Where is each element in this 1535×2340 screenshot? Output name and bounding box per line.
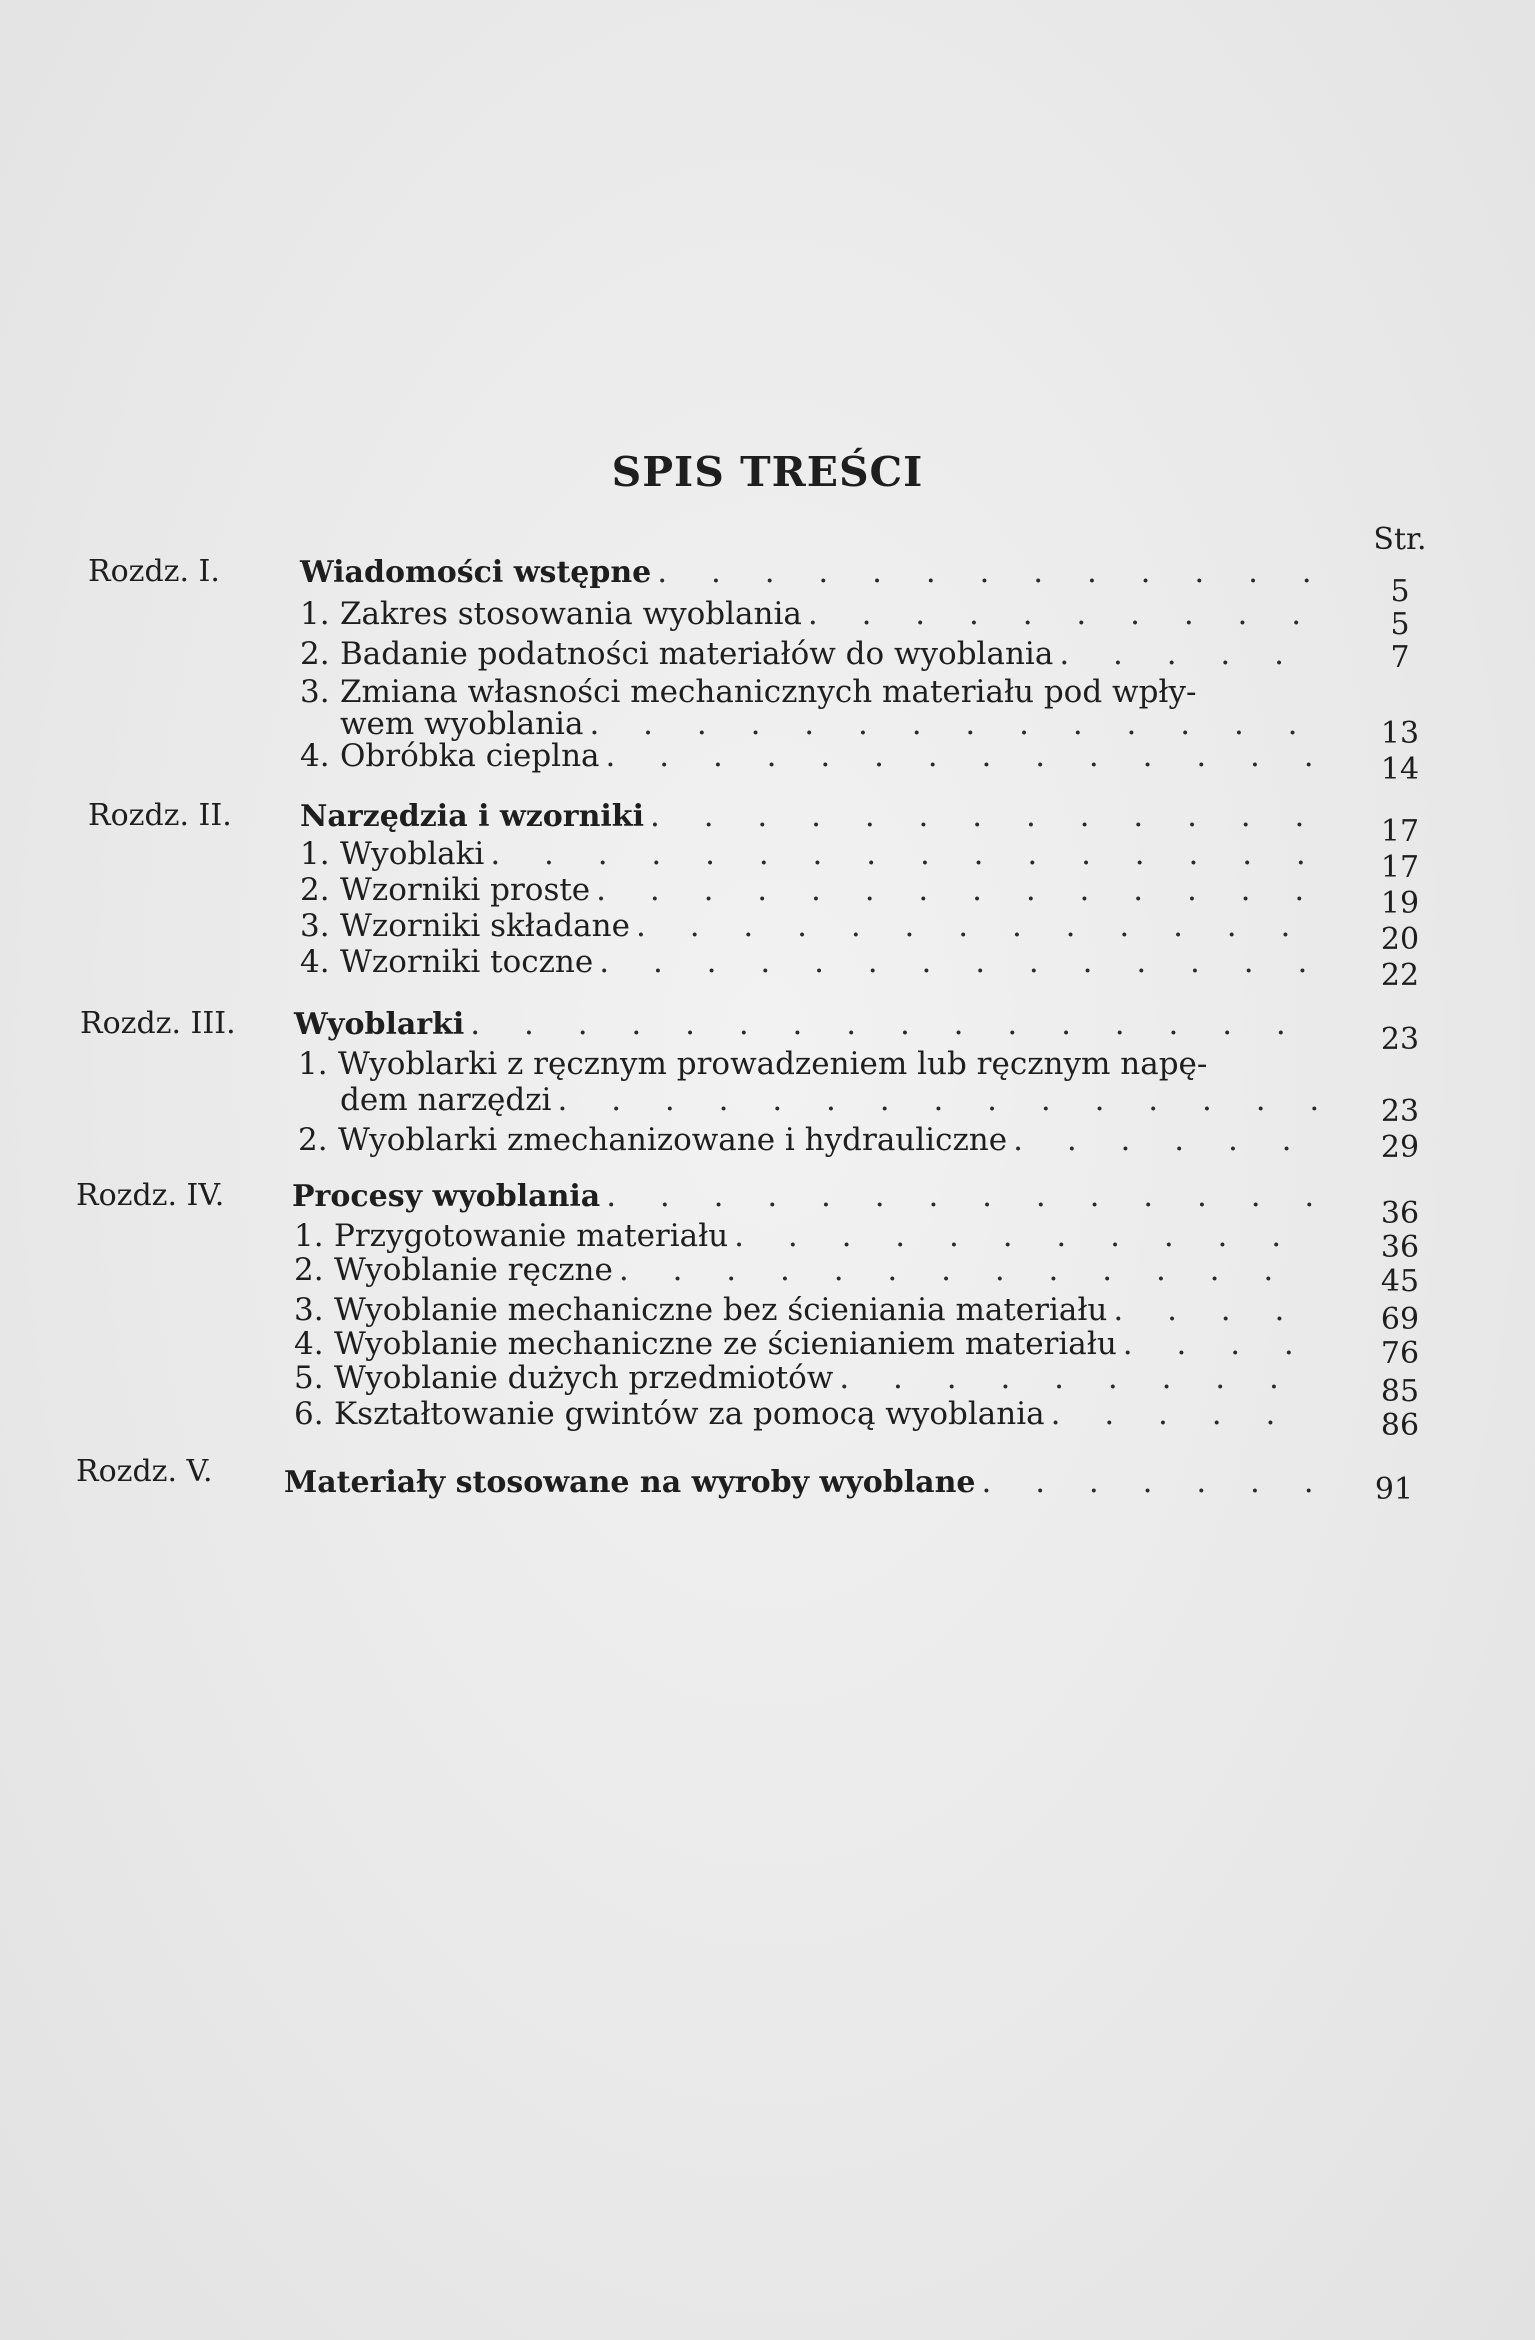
section-number: 5. [294,1360,324,1396]
section-page-number: 22 [1380,958,1420,993]
section-page-number: 76 [1380,1336,1420,1371]
section-title: Wyoblanie dużych przedmiotów [334,1360,834,1396]
chapter-page-number: 17 [1380,814,1420,849]
chapter-label: Rozdz. III. [80,1006,236,1041]
section-number: 3. [294,1292,324,1328]
dot-leader [650,796,1320,836]
section-title: Wyoblarki zmechanizowane i hydrauliczne [338,1122,1008,1158]
chapter-label: Rozdz. I. [88,554,220,589]
dot-leader [606,1176,1320,1216]
section-title: Obróbka cieplna [340,738,600,774]
section-title: Badanie podatności materiałów do wyoblania [340,636,1054,672]
section-number: 2. [294,1252,324,1288]
section-page-number: 85 [1380,1374,1420,1409]
chapter-entry[interactable] [292,1176,1320,1217]
section-entry[interactable] [298,1120,1320,1160]
section-page-number: 36 [1380,1230,1420,1265]
section-number: 3. [300,908,330,944]
section-continuation [340,1080,1320,1120]
dot-leader [599,942,1320,982]
section-number: 2. [298,1122,328,1158]
chapter-page-number: 91 [1374,1472,1414,1507]
chapter-title: Wyoblarki [294,1007,465,1042]
section-entry[interactable] [300,736,1320,776]
chapter-entry[interactable] [294,1004,1320,1045]
section-title: Wyoblanie mechaniczne bez ścieniania materiału [334,1292,1108,1328]
chapter-entry[interactable] [300,796,1320,837]
section-title: Wyoblarki z ręcznym prowadzeniem lub ręcznym napę- [338,1046,1208,1082]
chapter-page-number: 23 [1380,1022,1420,1057]
chapter-title: Narzędzia i wzorniki [300,799,644,834]
section-number: 4. [300,944,330,980]
dot-leader [1013,1120,1320,1160]
chapter-label: Rozdz. V. [76,1454,213,1489]
page-column-header: Str. [1373,522,1427,557]
chapter-label: Rozdz. IV. [76,1178,225,1213]
chapter-label: Rozdz. II. [88,798,232,833]
section-number: 6. [294,1396,324,1432]
section-page-number: 45 [1380,1264,1420,1299]
section-entry[interactable] [298,1044,1207,1084]
dot-leader [596,870,1320,910]
chapter-entry[interactable] [284,1462,1320,1503]
section-page-number: 23 [1380,1094,1420,1129]
section-title: Wyoblaki [340,836,485,872]
section-entry[interactable] [300,942,1320,982]
dot-leader [470,1004,1320,1044]
section-title: Przygotowanie materiału [334,1218,729,1254]
section-number: 1. [298,1046,328,1082]
section-page-number: 7 [1390,640,1410,675]
section-number: 4. [294,1326,324,1362]
section-number: 1. [300,836,330,872]
section-page-number: 29 [1380,1130,1420,1165]
dot-leader [1059,634,1320,674]
section-title: Wzorniki proste [340,872,591,908]
section-entry[interactable] [300,870,1320,910]
section-number: 2. [300,872,330,908]
section-title-continuation: dem narzędzi [340,1082,552,1118]
dot-leader [490,834,1320,874]
section-page-number: 13 [1380,716,1420,751]
section-title: Wyoblanie ręczne [334,1252,613,1288]
section-page-number: 86 [1380,1408,1420,1443]
section-title: Wzorniki toczne [340,944,594,980]
chapter-title: Procesy wyoblania [292,1179,601,1214]
section-page-number: 69 [1380,1302,1420,1337]
dot-leader [636,906,1320,946]
dot-leader [839,1358,1320,1398]
chapter-title: Wiadomości wstępne [300,555,652,590]
section-title-continuation: wem wyoblania [340,706,584,742]
section-number: 4. [300,738,330,774]
section-number: 1. [300,596,330,632]
section-number: 1. [294,1218,324,1254]
section-title: Zmiana własności mechanicznych materiału pod wpły- [340,674,1197,710]
chapter-title: Materiały stosowane na wyroby wyoblane [284,1465,976,1500]
section-entry[interactable] [300,906,1320,946]
section-entry[interactable] [294,1358,1320,1398]
section-page-number: 5 [1390,607,1410,642]
section-title: Wzorniki składane [340,908,630,944]
section-entry[interactable] [300,834,1320,874]
section-entry[interactable] [300,594,1320,634]
section-title: Zakres stosowania wyoblania [340,596,802,632]
dot-leader [606,736,1320,776]
page-title: SPIS TREŚCI [611,448,924,496]
dot-leader [619,1250,1320,1290]
section-page-number: 19 [1380,886,1420,921]
section-entry[interactable] [294,1394,1320,1434]
chapter-entry[interactable] [300,552,1320,593]
dot-leader [657,552,1320,592]
chapter-page-number: 5 [1390,574,1410,609]
section-entry[interactable] [300,634,1320,674]
dot-leader [808,594,1320,634]
section-number: 3. [300,674,330,710]
dot-leader [982,1462,1320,1502]
section-title: Wyoblanie mechaniczne ze ścienianiem materiału [334,1326,1117,1362]
section-title: Kształtowanie gwintów za pomocą wyoblania [334,1396,1045,1432]
dot-leader [557,1080,1320,1120]
section-page-number: 20 [1380,922,1420,957]
section-number: 2. [300,636,330,672]
section-page-number: 17 [1380,850,1420,885]
section-entry[interactable] [294,1250,1320,1290]
section-page-number: 14 [1380,752,1420,787]
dot-leader [1051,1394,1320,1434]
chapter-page-number: 36 [1380,1196,1420,1231]
